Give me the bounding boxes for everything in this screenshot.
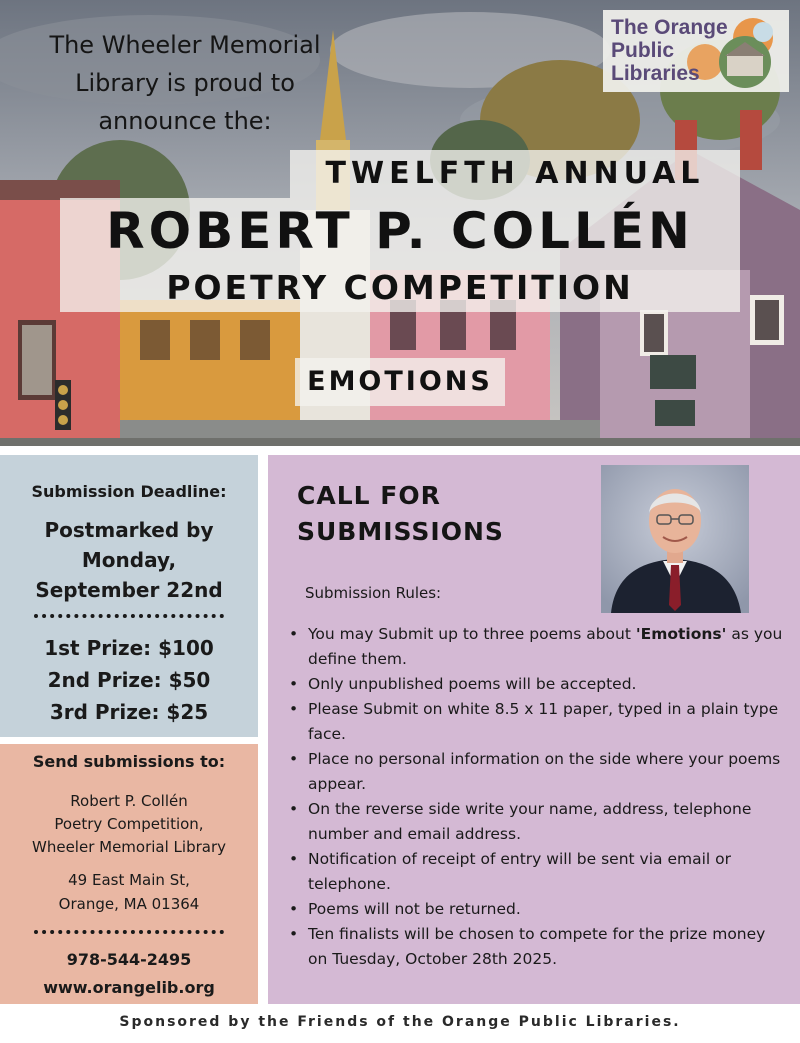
announce-line: announce the: — [98, 107, 272, 135]
submission-rules-list — [286, 622, 786, 972]
bullet-icon: • — [289, 625, 299, 643]
address-line: Wheeler Memorial Library — [32, 838, 226, 856]
bullet-icon: • — [289, 850, 299, 868]
call-heading — [297, 478, 504, 550]
rule-theme-emphasis: 'Emotions' — [635, 625, 727, 643]
rule-text: Please Submit on white 8.5 x 11 paper, typed in a plain type face. — [308, 700, 779, 743]
theme-heading: EMOTIONS — [307, 366, 493, 397]
rule-item — [286, 747, 786, 797]
dotted-divider — [34, 930, 224, 934]
deadline-line: Postmarked by — [44, 518, 214, 542]
rule-text: as you define them. — [308, 625, 783, 668]
website-link[interactable]: www.orangelib.org — [43, 978, 215, 997]
sponsor-footer: Sponsored by the Friends of the Orange Public Libraries. — [119, 1014, 681, 1030]
bullet-icon: • — [289, 700, 299, 718]
rule-item — [286, 622, 786, 672]
street-address — [0, 868, 258, 916]
logo-line: Libraries — [611, 62, 700, 85]
mailing-address — [0, 790, 258, 859]
rule-text: Ten finalists will be chosen to compete for the prize money on Tuesday, October 28th 2025. — [308, 925, 766, 968]
rule-item — [286, 672, 786, 697]
prize-item: 3rd Prize: $25 — [49, 700, 209, 724]
call-heading-line: CALL FOR — [297, 481, 441, 510]
rule-item — [286, 922, 786, 972]
competition-type-heading: POETRY COMPETITION — [166, 268, 634, 307]
prize-item: 2nd Prize: $50 — [47, 668, 211, 692]
rules-label: Submission Rules: — [305, 584, 442, 602]
street-line: Orange, MA 01364 — [58, 895, 200, 913]
rule-text: Poems will not be returned. — [308, 900, 521, 918]
deadline-date — [0, 515, 258, 605]
bullet-icon: • — [289, 675, 299, 693]
address-line: Robert P. Collén — [70, 792, 188, 810]
rule-text: Only unpublished poems will be accepted. — [308, 675, 637, 693]
bullet-icon: • — [289, 750, 299, 768]
announce-line: Library is proud to — [75, 69, 295, 97]
rule-text: Notification of receipt of entry will be sent via email or telephone. — [308, 850, 731, 893]
rule-item — [286, 847, 786, 897]
logo-line: The Orange — [611, 16, 728, 39]
prize-item: 1st Prize: $100 — [44, 636, 214, 660]
rule-text: You may Submit up to three poems about — [308, 625, 636, 643]
orange-public-libraries-logo — [603, 10, 789, 92]
portrait-photo — [601, 465, 749, 613]
deadline-line: September 22nd — [35, 578, 223, 602]
edition-heading: TWELFTH ANNUAL — [325, 156, 705, 191]
announcement-text — [20, 26, 350, 140]
rule-item — [286, 797, 786, 847]
street-line: 49 East Main St, — [68, 871, 190, 889]
address-line: Poetry Competition, — [54, 815, 204, 833]
bullet-icon: • — [289, 925, 299, 943]
bullet-icon: • — [289, 900, 299, 918]
rule-item — [286, 697, 786, 747]
rule-text: Place no personal information on the side where your poems appear. — [308, 750, 781, 793]
dotted-divider — [34, 614, 224, 618]
competition-name-heading: ROBERT P. COLLÉN — [106, 202, 694, 260]
logo-line: Public — [611, 39, 675, 62]
deadline-label: Submission Deadline: — [31, 482, 227, 501]
phone-number: 978-544-2495 — [66, 950, 192, 969]
send-label: Send submissions to: — [32, 752, 226, 771]
call-heading-line: SUBMISSIONS — [297, 517, 504, 546]
contact-info — [0, 946, 258, 1002]
hero-banner — [0, 0, 800, 446]
prize-list — [0, 632, 258, 728]
rule-item — [286, 897, 786, 922]
deadline-line: Monday, — [81, 548, 177, 572]
bullet-icon: • — [289, 800, 299, 818]
rule-text: On the reverse side write your name, address, telephone number and email address. — [308, 800, 752, 843]
announce-line: The Wheeler Memorial — [49, 31, 321, 59]
